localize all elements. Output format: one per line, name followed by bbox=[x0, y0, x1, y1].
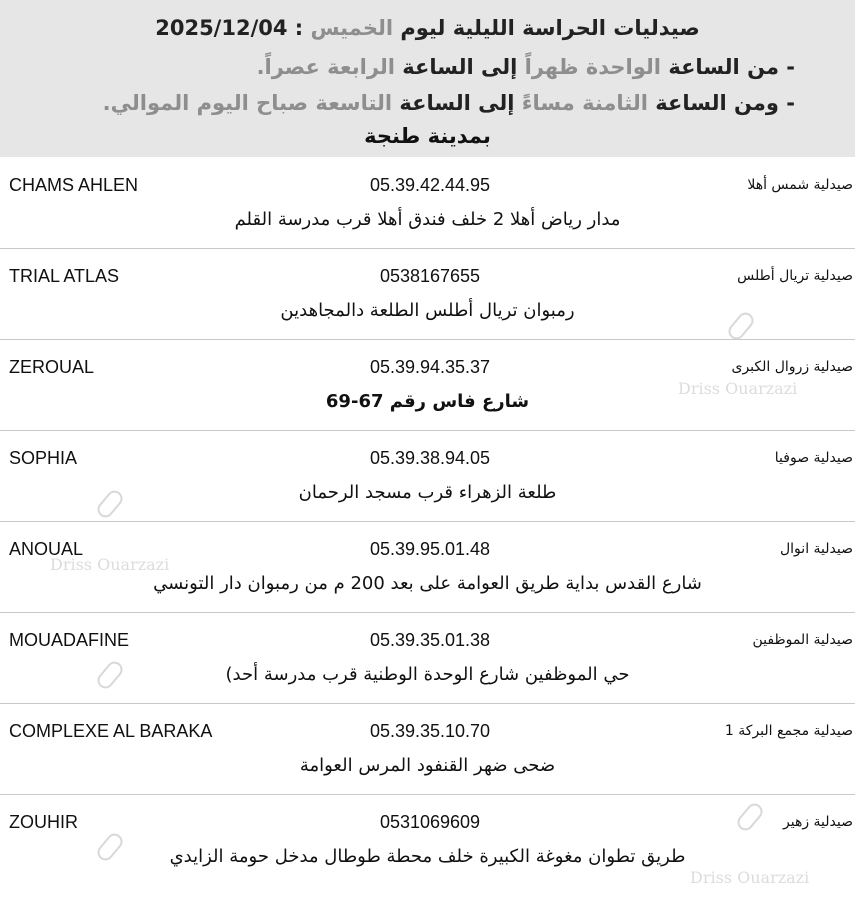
pharmacy-name-arabic: صيدلية مجمع البركة 1 bbox=[724, 723, 853, 739]
pharmacy-name-arabic: صيدلية الموظفين bbox=[752, 632, 853, 648]
hours-night-w6: صباح اليوم الموالي. bbox=[102, 91, 309, 115]
pharmacy-name-latin: CHAMS AHLEN bbox=[9, 175, 139, 195]
pharmacy-row bbox=[0, 794, 855, 885]
pharmacy-row bbox=[0, 430, 855, 522]
hours-night-w2: الثامنة bbox=[582, 91, 648, 115]
pharmacy-name-latin: ANOUAL bbox=[9, 539, 84, 559]
title-day: الخميس bbox=[310, 16, 394, 40]
header-hours-night bbox=[0, 91, 795, 115]
hours-night-w1: الساعة bbox=[655, 91, 727, 115]
header-hours-day bbox=[0, 55, 795, 79]
hours-night-w3: مساءً bbox=[521, 91, 575, 115]
pharmacy-name-arabic: صيدلية انوال bbox=[780, 541, 853, 557]
pharmacy-address: شارع فاس رقم 67-69 bbox=[325, 391, 530, 412]
pill-watermark-icon bbox=[734, 800, 766, 833]
hours-day-w2: الواحدة bbox=[585, 55, 662, 79]
pharmacy-phone: 05.39.38.94.05 bbox=[369, 448, 491, 468]
pharmacy-name-latin: MOUADAFINE bbox=[9, 630, 130, 650]
pharmacy-address: رمبوان تريال أطلس الطلعة دالمجاهدين bbox=[280, 300, 575, 321]
title-date: 2025/12/04 : bbox=[155, 16, 304, 40]
hours-day-w4: إلى الساعة bbox=[402, 55, 518, 79]
pharmacy-row bbox=[0, 339, 855, 431]
pharmacy-row bbox=[0, 612, 855, 704]
header-title bbox=[0, 16, 855, 40]
pharmacy-phone: 0531069609 bbox=[379, 812, 481, 832]
pharmacy-phone: 05.39.35.01.38 bbox=[369, 630, 491, 650]
hours-night-w5: التاسعة bbox=[315, 91, 393, 115]
pharmacy-phone: 05.39.35.10.70 bbox=[369, 721, 491, 741]
watermark-text: Driss Ouarzazi bbox=[690, 868, 810, 887]
pharmacy-address: طلعة الزهراء قرب مسجد الرحمان bbox=[298, 482, 557, 503]
hours-day-w3: ظهراً bbox=[524, 55, 579, 79]
pharmacy-row bbox=[0, 157, 855, 249]
pharmacy-address: شارع القدس بداية طريق العوامة على بعد 200 م من رمبوان دار التونسي bbox=[153, 573, 702, 594]
pharmacy-name-arabic: صيدلية صوفيا bbox=[774, 450, 853, 466]
pharmacy-phone: 05.39.94.35.37 bbox=[369, 357, 491, 377]
watermark-text: Driss Ouarzazi bbox=[678, 379, 798, 398]
pharmacy-row bbox=[0, 703, 855, 795]
pharmacy-name-latin: ZOUHIR bbox=[9, 812, 78, 832]
header-banner bbox=[0, 0, 855, 157]
pharmacy-phone: 0538167655 bbox=[379, 266, 481, 286]
pharmacy-name-arabic: صيدلية زروال الكبرى bbox=[731, 359, 853, 375]
title-text: صيدليات الحراسة الليلية ليوم bbox=[400, 16, 700, 40]
pharmacy-name-latin: TRIAL ATLAS bbox=[9, 266, 120, 286]
pharmacy-address: ضحى ضهر القنفود المرس العوامة bbox=[299, 755, 556, 776]
hours-day-w5: الرابعة bbox=[327, 55, 395, 79]
pharmacy-phone: 05.39.95.01.48 bbox=[369, 539, 491, 559]
hours-night-w4: إلى الساعة bbox=[399, 91, 515, 115]
pharmacy-row bbox=[0, 521, 855, 613]
pharmacy-row bbox=[0, 248, 855, 340]
hours-night-prefix: - ومن bbox=[734, 91, 795, 115]
pharmacy-name-latin: SOPHIA bbox=[9, 448, 78, 468]
header-city: بمدينة طنجة bbox=[364, 124, 491, 148]
pharmacy-name-arabic: صيدلية زهير bbox=[783, 814, 853, 830]
pharmacy-address: طريق تطوان مغوغة الكبيرة خلف محطة طوطال مدخل حومة الزايدي bbox=[169, 846, 686, 867]
pharmacy-name-arabic: صيدلية شمس أهلا bbox=[747, 177, 853, 193]
pharmacy-name-latin: COMPLEXE AL BARAKA bbox=[9, 721, 213, 741]
hours-day-prefix: - من bbox=[747, 55, 795, 79]
watermark-text: Driss Ouarzazi bbox=[50, 555, 170, 574]
pharmacy-address: حي الموظفين شارع الوحدة الوطنية قرب مدرسة أحد) bbox=[225, 664, 630, 685]
hours-day-w1: الساعة bbox=[668, 55, 740, 79]
pharmacy-phone: 05.39.42.44.95 bbox=[369, 175, 491, 195]
pharmacy-name-arabic: صيدلية تريال أطلس bbox=[737, 268, 853, 284]
pharmacy-address: مدار رياض أهلا 2 خلف فندق أهلا قرب مدرسة القلم bbox=[234, 209, 621, 230]
hours-day-w6: عصراً. bbox=[256, 55, 320, 79]
pharmacy-name-latin: ZEROUAL bbox=[9, 357, 95, 377]
